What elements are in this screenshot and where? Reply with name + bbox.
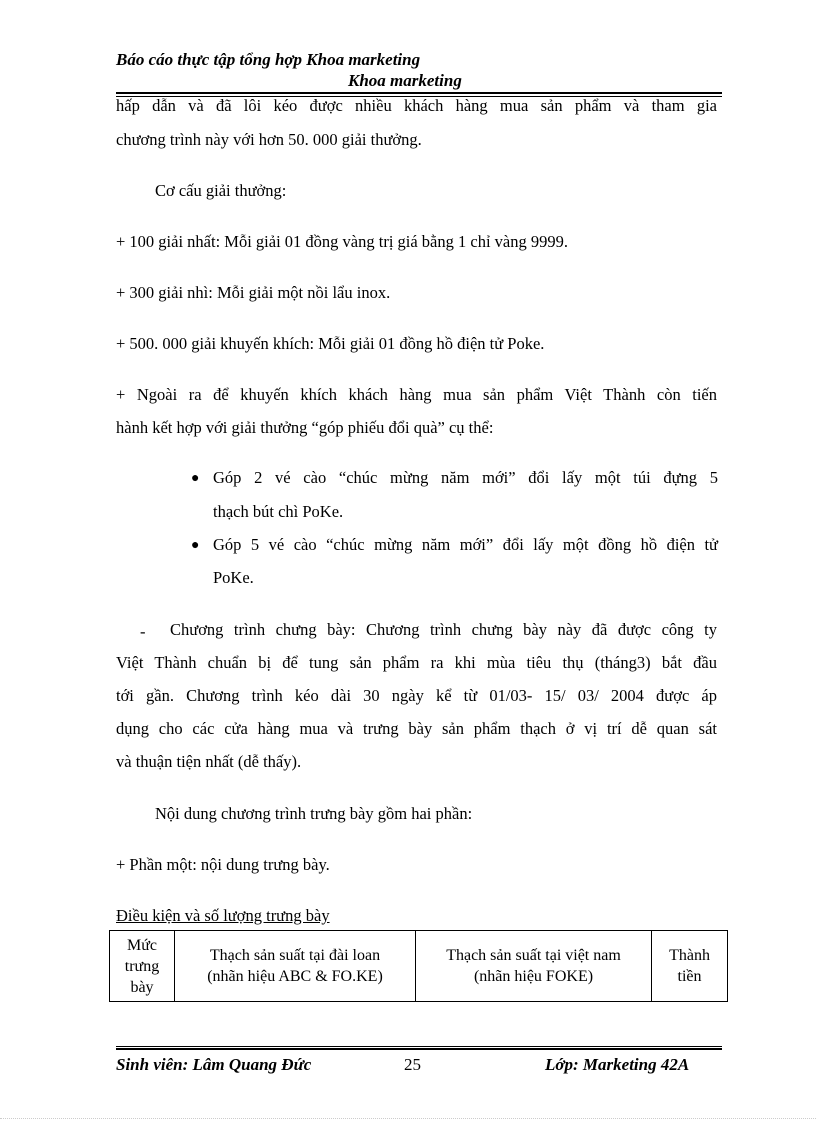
bullet-icon: ● [191, 538, 200, 553]
bullet-icon: ● [191, 471, 200, 486]
paragraph-first-prize: + 100 giải nhất: Mỗi giải 01 đồng vàng trị giá bằng 1 chỉ vàng 9999. [116, 232, 568, 251]
dash-marker: - [140, 622, 146, 641]
paragraph-line: chương trình này với hơn 50. 000 giải thưởng. [116, 130, 422, 149]
header-cell-line: trưng [124, 957, 160, 975]
running-header-subtitle: Khoa marketing [348, 71, 462, 90]
table-header-cell [110, 931, 175, 1002]
paragraph-display-content: Nội dung chương trình trưng bày gồm hai phần: [155, 804, 473, 823]
paragraph-line: tới gần. Chương trình kéo dài 30 ngày kể từ 01/03- 15/ 03/ 2004 được áp [116, 686, 717, 705]
bullet-item-line: Góp 2 vé cào “chúc mừng năm mới” đổi lấy một túi đựng 5 [213, 468, 718, 487]
footer-class: Lớp: Marketing 42A [545, 1055, 690, 1074]
paragraph-line: dụng cho các cửa hàng mua và trưng bày sản phẩm thạch ở vị trí dễ quan sát [116, 719, 717, 738]
page-edge-dotted-line [0, 1118, 816, 1119]
paragraph-line: Việt Thành chuẩn bị để tung sản phẩm ra khi mùa tiêu thụ (tháng3) bắt đầu [116, 653, 717, 672]
header-cell-line: Mức [127, 936, 157, 954]
display-conditions-table [109, 930, 728, 1002]
paragraph-line: hành kết hợp với giải thưởng “góp phiếu đổi quà” cụ thể: [116, 418, 494, 437]
table-header-row [110, 931, 728, 1002]
paragraph-prize-structure: Cơ cấu giải thưởng: [155, 181, 287, 200]
header-cell-line: (nhãn hiệu FOKE) [473, 968, 594, 985]
header-cell-line: Thạch sản suất tại việt nam [446, 947, 621, 964]
paragraph-consolation-prize: + 500. 000 giải khuyến khích: Mỗi giải 01 đồng hồ điện tử Poke. [116, 334, 545, 353]
header-cell-line: Thạch sản suất tại đài loan [209, 947, 381, 964]
paragraph-line: Chương trình chưng bày: Chương trình chưng bày này đã được công ty [170, 620, 717, 639]
footer-page-number: 25 [404, 1055, 421, 1074]
bullet-item-line: thạch bút chì PoKe. [213, 502, 344, 521]
table-caption: Điều kiện và số lượng trưng bày [116, 906, 330, 925]
header-cell-line: bày [130, 978, 154, 996]
table-header-cell [652, 931, 728, 1002]
paragraph-line: hấp dẫn và đã lôi kéo được nhiều khách hàng mua sản phẩm và tham gia [116, 96, 717, 115]
paragraph-second-prize: + 300 giải nhì: Mỗi giải một nồi lẩu inox. [116, 283, 391, 302]
header-cell-line: tiền [677, 968, 702, 985]
table-header-cell [416, 931, 652, 1002]
paragraph-line: + Ngoài ra để khuyến khích khách hàng mua sản phẩm Việt Thành còn tiến [116, 385, 717, 404]
bullet-item-line: PoKe. [213, 568, 254, 587]
paragraph-line: và thuận tiện nhất (dễ thấy). [116, 752, 302, 771]
footer-rule [116, 1046, 722, 1050]
table-header-cell [175, 931, 416, 1002]
header-cell-line: (nhãn hiệu ABC & FO.KE) [207, 968, 383, 985]
bullet-item-line: Góp 5 vé cào “chúc mừng năm mới” đổi lấy một đồng hồ điện tử [213, 535, 718, 554]
footer-student-name: Sinh viên: Lâm Quang Đức [116, 1055, 312, 1074]
paragraph-part-one: + Phần một: nội dung trưng bày. [116, 855, 330, 874]
running-header-title: Báo cáo thực tập tổng hợp Khoa marketing [116, 50, 421, 69]
header-cell-line: Thành [669, 947, 710, 964]
